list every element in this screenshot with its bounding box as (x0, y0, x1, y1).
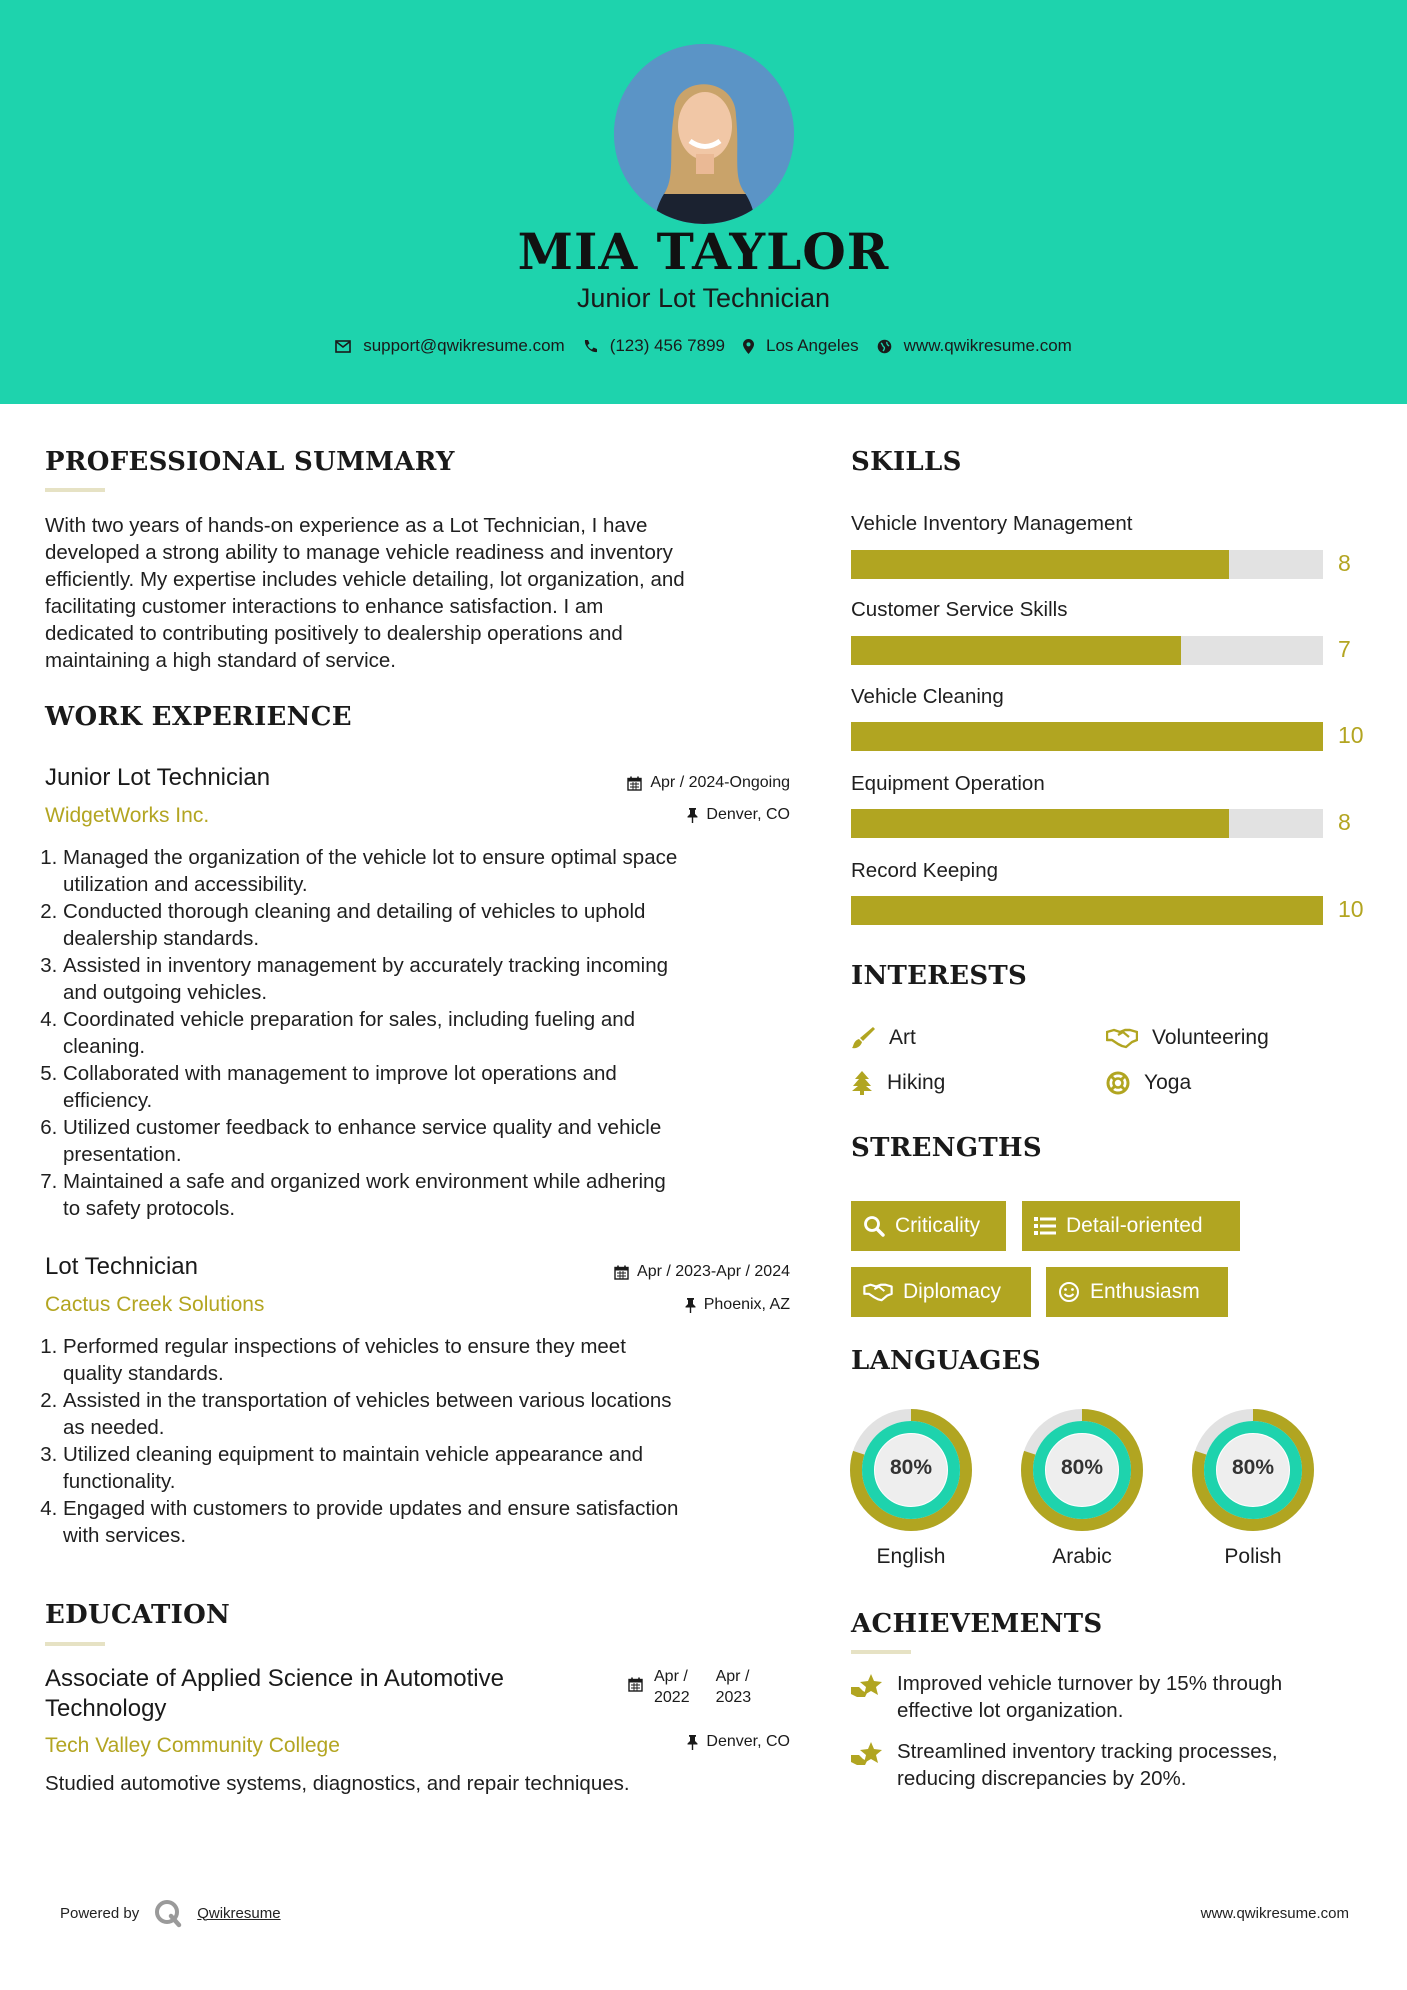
job-location: Phoenix, AZ (685, 1296, 790, 1314)
list-item: 7. Maintained a safe and organized work environment while adhering to safety protocols. (63, 1168, 823, 1222)
contact-website[interactable]: www.qwikresume.com (877, 336, 1072, 356)
calendar-icon (627, 776, 642, 791)
contact-bar (0, 336, 1407, 356)
list-item: 3. Assisted in inventory management by accurately tracking incoming and outgoing vehicles. (63, 952, 823, 1006)
pushpin-icon (687, 1735, 698, 1750)
handshake-icon (863, 1282, 893, 1302)
achievement-item: Improved vehicle turnover by 15% through effective lot organization. (851, 1670, 1282, 1724)
skill-bar (851, 550, 1323, 579)
language-percent: 80% (1231, 1456, 1275, 1479)
summary-divider (45, 488, 105, 492)
school-name: Tech Valley Community College (45, 1734, 340, 1757)
list-item: 2. Conducted thorough cleaning and detailing of vehicles to uphold dealership standards. (63, 898, 823, 952)
search-icon (863, 1215, 885, 1237)
strength-chip: Enthusiasm (1046, 1267, 1228, 1317)
interests-heading: INTERESTS (851, 961, 1028, 991)
company-name: Cactus Creek Solutions (45, 1293, 265, 1316)
list-item: 6. Utilized customer feedback to enhance service quality and vehicle presentation. (63, 1114, 823, 1168)
skill-bar (851, 809, 1323, 838)
star-hand-icon (851, 1741, 883, 1767)
list-item: 5. Collaborated with management to improve lot operations and efficiency. (63, 1060, 823, 1114)
skill-label: Vehicle Inventory Management (851, 512, 1133, 535)
profile-photo (614, 44, 794, 224)
list-icon (1034, 1216, 1056, 1236)
skill-bar-fill (851, 809, 1229, 838)
contact-email[interactable]: support@qwikresume.com (335, 336, 565, 356)
pushpin-icon (685, 1298, 696, 1313)
candidate-title: Junior Lot Technician (576, 283, 831, 313)
degree-title: Associate of Applied Science in Automotive Technology (45, 1665, 504, 1722)
smile-icon (1058, 1281, 1080, 1303)
phone-icon (583, 339, 598, 354)
interest-item: Hiking (851, 1071, 945, 1095)
skill-bar-fill (851, 896, 1323, 925)
handshake-icon (1106, 1027, 1138, 1049)
skill-level: 8 (1338, 809, 1351, 835)
list-item: 2. Assisted in the transportation of vehicles between various locations as needed. (63, 1387, 823, 1441)
job-duties-list (45, 844, 823, 1222)
achievement-item: Streamlined inventory tracking processes, reducing discrepancies by 20%. (851, 1738, 1278, 1792)
skill-label: Record Keeping (851, 859, 999, 882)
skill-bar (851, 636, 1323, 665)
job-location: Denver, CO (687, 806, 790, 824)
interest-item: Art (851, 1026, 916, 1050)
education-location: Denver, CO (687, 1733, 790, 1751)
candidate-name: MIA TAYLOR (517, 222, 890, 281)
summary-heading: PROFESSIONAL SUMMARY (45, 447, 455, 477)
skills-heading: SKILLS (851, 447, 962, 477)
map-pin-icon (743, 339, 754, 354)
interest-item: Volunteering (1106, 1026, 1269, 1050)
skill-level: 8 (1338, 550, 1351, 576)
skill-bar-fill (851, 636, 1181, 665)
skill-level: 7 (1338, 636, 1351, 662)
skill-label: Equipment Operation (851, 772, 1045, 795)
star-hand-icon (851, 1673, 883, 1699)
list-item: 3. Utilized cleaning equipment to maintain vehicle appearance and functionality. (63, 1441, 823, 1495)
calendar-icon (614, 1265, 629, 1280)
footer-powered-by: Powered by Qwikresume (60, 1898, 281, 1928)
strength-chip: Diplomacy (851, 1267, 1031, 1317)
skill-level: 10 (1338, 896, 1364, 922)
job-dates: Apr / 2024-Ongoing (627, 774, 790, 792)
education-divider (45, 1642, 105, 1646)
lifebuoy-icon (1106, 1071, 1130, 1095)
list-item: 1. Managed the organization of the vehicle lot to ensure optimal space utilization and accessibility. (63, 844, 823, 898)
list-item: 4. Coordinated vehicle preparation for sales, including fueling and cleaning. (63, 1006, 823, 1060)
globe-icon (877, 339, 892, 354)
education-description: Studied automotive systems, diagnostics, and repair techniques. (45, 1772, 630, 1795)
achievements-heading: ACHIEVEMENTS (851, 1609, 1103, 1639)
strength-chip: Detail-oriented (1022, 1201, 1240, 1251)
job-dates: Apr / 2023-Apr / 2024 (614, 1263, 790, 1281)
job-title: Lot Technician (45, 1253, 198, 1280)
contact-location: Los Angeles (743, 336, 859, 356)
header (0, 0, 1407, 404)
interest-item: Yoga (1106, 1071, 1191, 1095)
qwikresume-link[interactable]: Qwikresume (197, 1904, 281, 1922)
skill-level: 10 (1338, 722, 1364, 748)
language-percent: 80% (889, 1456, 933, 1479)
paintbrush-icon (851, 1026, 875, 1050)
list-item: 4. Engaged with customers to provide updates and ensure satisfaction with services. (63, 1495, 823, 1549)
skill-label: Customer Service Skills (851, 598, 1068, 621)
experience-heading: WORK EXPERIENCE (45, 702, 352, 732)
strength-chip: Criticality (851, 1201, 1006, 1251)
company-name: WidgetWorks Inc. (45, 804, 210, 827)
language-name: Arabic (1052, 1545, 1112, 1568)
skill-bar (851, 722, 1323, 751)
language-name: Polish (1224, 1545, 1282, 1568)
education-heading: EDUCATION (45, 1600, 231, 1630)
skill-label: Vehicle Cleaning (851, 685, 1004, 708)
calendar-icon (628, 1677, 643, 1692)
summary-text: With two years of hands-on experience as a Lot Technician, I have developed a strong ability to manage vehicle readiness and inventory efficiently. My expertise includes vehicle detailing, lot organization, and facilitating customer interactions to enhance satisfaction. I am dedicated to contributing positively to dealership operations and maintaining a high standard of service. (45, 514, 685, 672)
skill-bar-fill (851, 722, 1323, 751)
pushpin-icon (687, 808, 698, 823)
language-name: English (876, 1545, 946, 1568)
skill-bar (851, 896, 1323, 925)
skill-bar-fill (851, 550, 1229, 579)
achievements-divider (851, 1650, 911, 1654)
contact-phone[interactable]: (123) 456 7899 (583, 336, 725, 356)
job-duties-list (45, 1333, 823, 1549)
languages-heading: LANGUAGES (851, 1346, 1041, 1376)
envelope-icon (335, 340, 351, 353)
education-dates: Apr / 2022 Apr / 2023 (628, 1666, 751, 1708)
footer-url[interactable]: www.qwikresume.com (1200, 1905, 1349, 1922)
tree-icon (851, 1071, 873, 1095)
qwikresume-logo-icon (153, 1898, 183, 1928)
strengths-heading: STRENGTHS (851, 1133, 1042, 1163)
job-title: Junior Lot Technician (45, 764, 271, 791)
language-percent: 80% (1060, 1456, 1104, 1479)
list-item: 1. Performed regular inspections of vehicles to ensure they meet quality standards. (63, 1333, 823, 1387)
